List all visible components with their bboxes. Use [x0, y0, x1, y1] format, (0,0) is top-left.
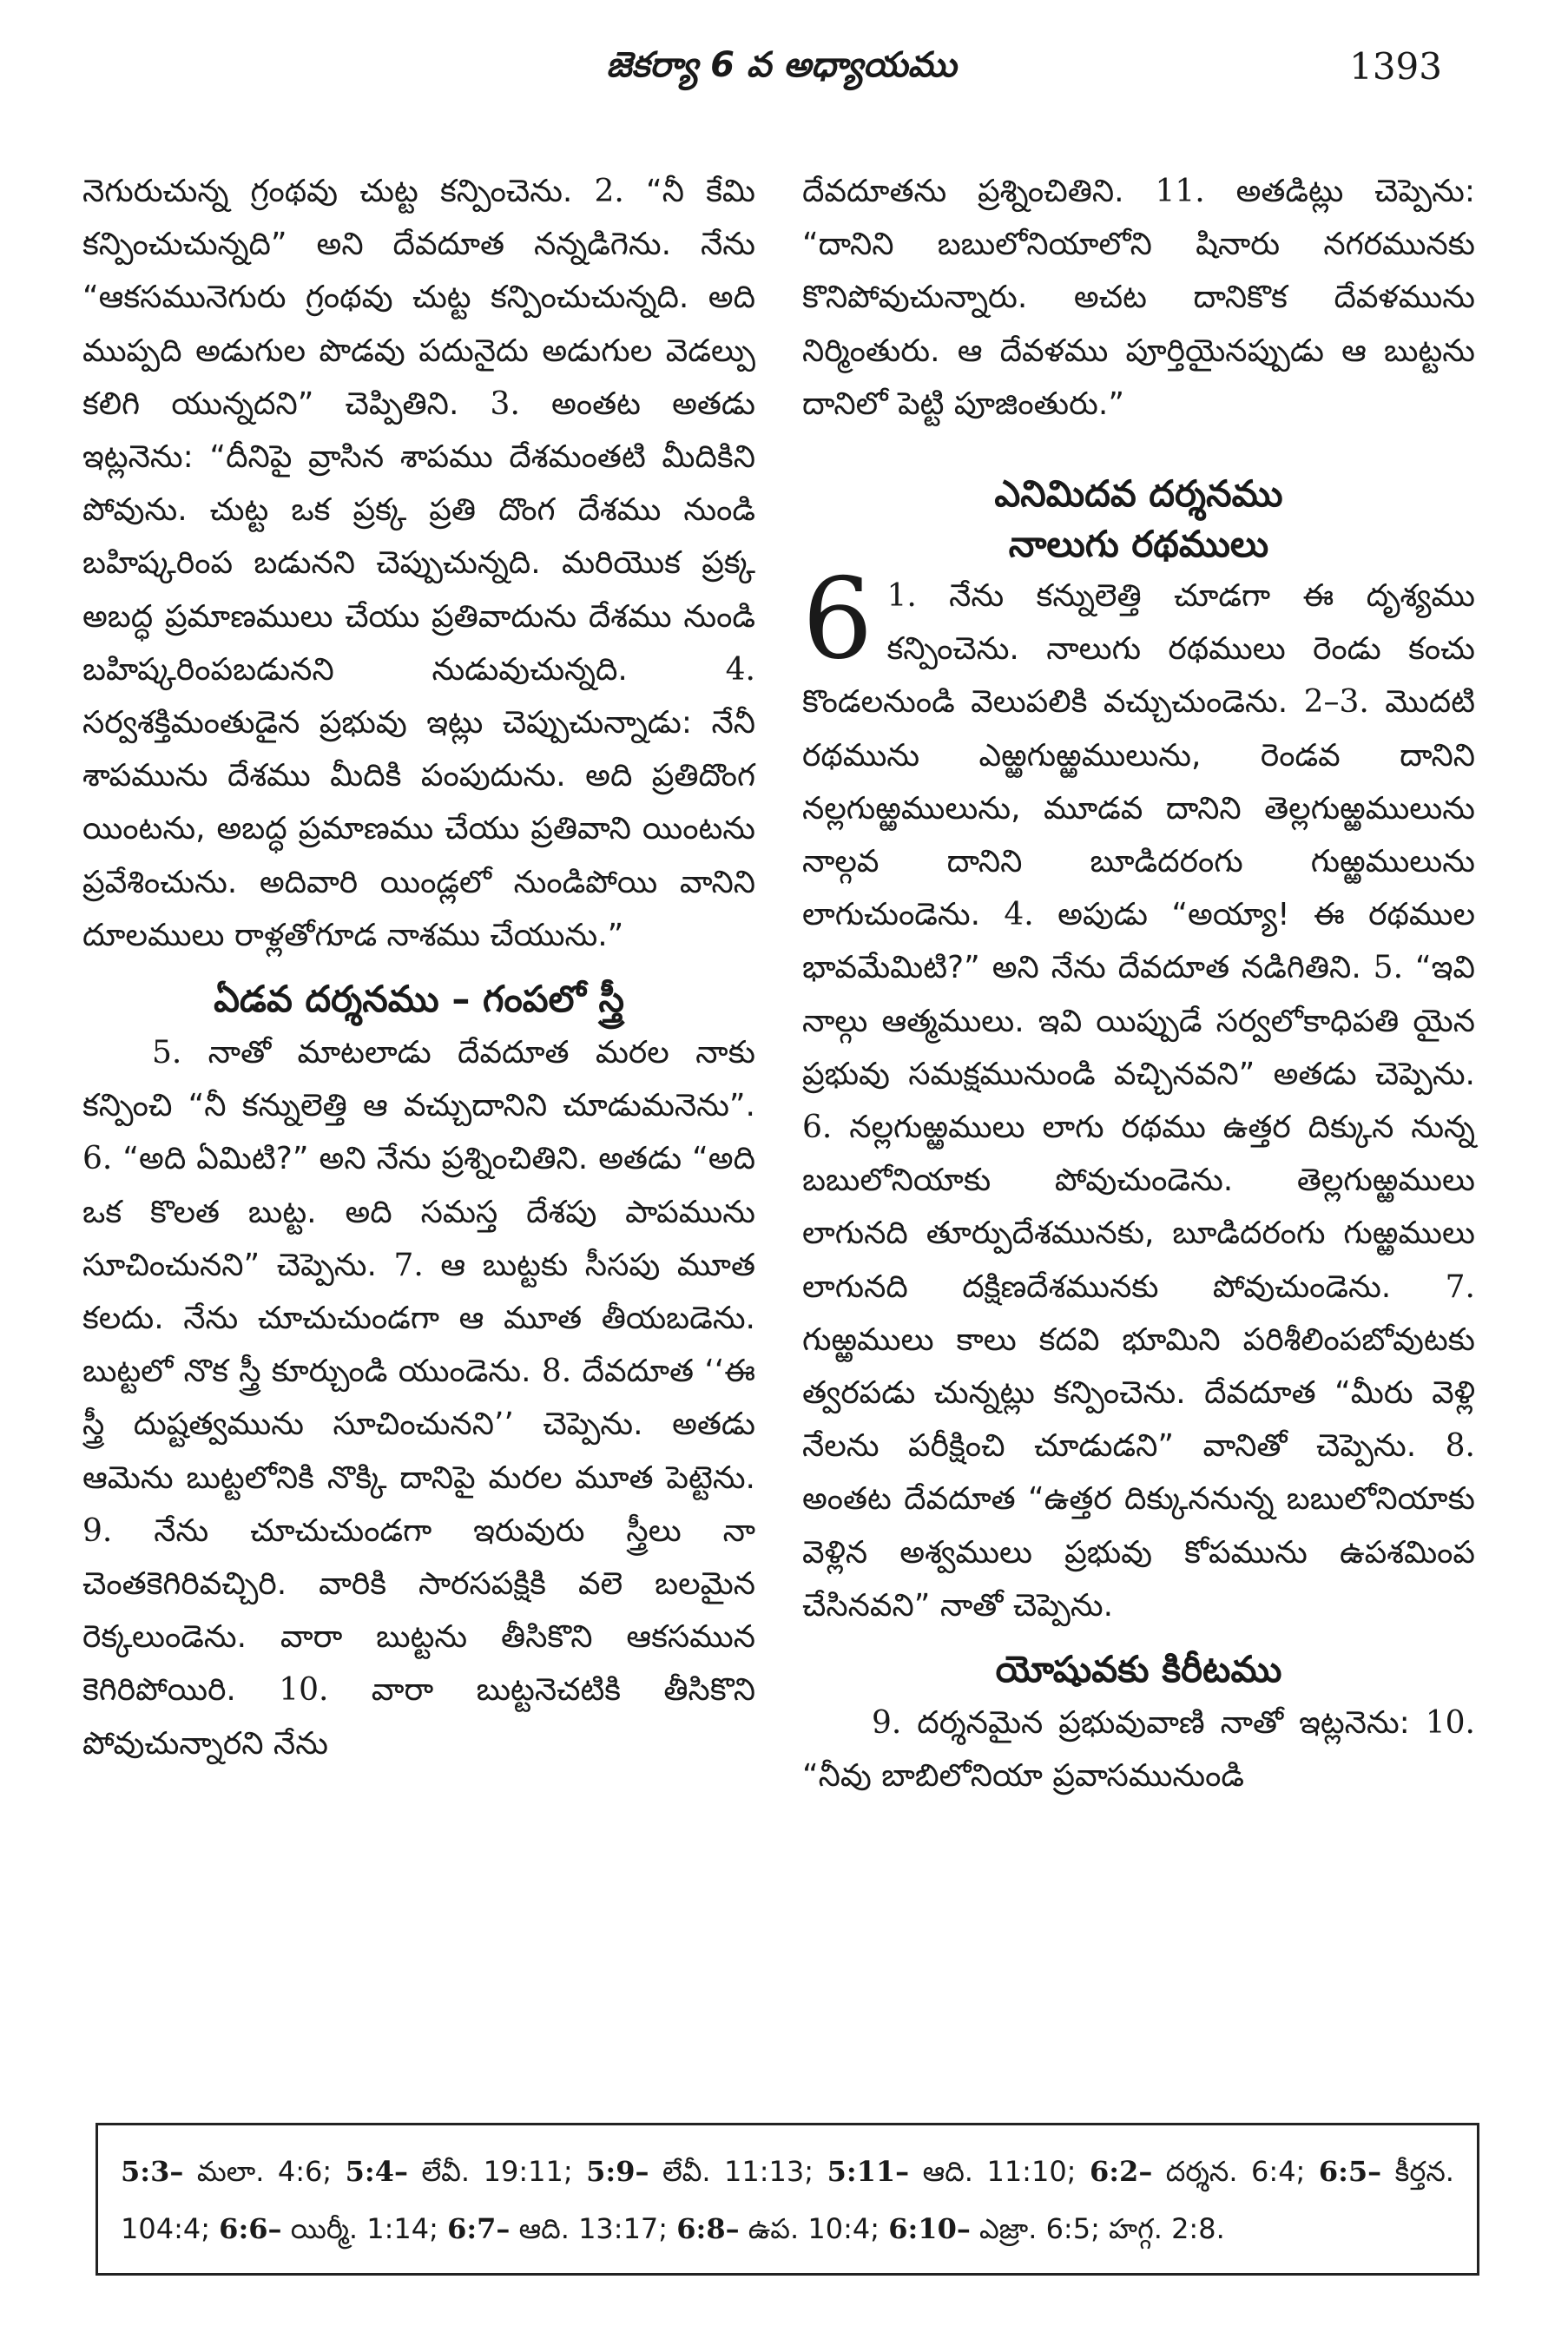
verse-number: 4. — [1004, 897, 1034, 933]
verse-number: 10. — [1425, 1705, 1475, 1742]
verse-text: “ఇవి నాల్గు ఆత్మములు. ఇవి యిప్పుడే సర్వలోకాధిపతి యైన ప్రభువు సమక్షమునుండి వచ్చినవని” అతడు చెప్పెను. — [802, 950, 1475, 1092]
paragraph — [82, 1026, 755, 1770]
verse-text: వారా బుట్టనెచటికి తీసికొని పోవుచున్నారని నేను — [82, 1672, 755, 1762]
ref-text: ఉప. 10:4; — [739, 2212, 889, 2245]
verse-text: ఆ బుట్టకు సీసపు మూత కలదు. నేను చూచుచుండగా ఆ మూత తీయబడెను. బుట్టలో నొక స్త్రీ కూర్చుండి యుండెను. — [82, 1247, 755, 1390]
cross-reference-box — [96, 2123, 1479, 2276]
section-heading: ఎనిమిదవ దర్శనము — [994, 472, 1283, 516]
verse-number: 10. — [279, 1672, 329, 1709]
verse-text: నెగురుచున్న గ్రంథవు చుట్ట కన్పించెను. — [82, 174, 595, 209]
section-heading: ఏడవ దర్శనము – గంపలో స్త్రీ — [214, 978, 624, 1021]
verse-text: నల్లగుఱ్ఱములు లాగు రథము ఉత్తర దిక్కున నున్న బబులోనియాకు పోవుచుండెను. తెల్లగుఱ్ఱములు లాగునది తూర్పుదేశమునకు, బూడిదరంగు గుఱ్ఱములు లాగునది దక్షిణదేశమునకు పోవుచుండెను. — [802, 1110, 1475, 1305]
verse-text: “నీ కేమి కన్పించుచున్నది” అని దేవదూత నన్నడిగెను. నేను “ఆకసమునెగురు గ్రంథవు చుట్ట కన్పించుచున్నది. అది ముప్పది అడుగుల పొడవు పదునైదు అడుగుల వెడల్పు కలిగి యున్నదని” చెప్పితిని. — [82, 174, 755, 422]
verse-number: 7. — [393, 1247, 424, 1283]
ref-key: 6:7– — [447, 2212, 511, 2245]
ref-text: యిర్మీ. 1:14; — [281, 2212, 448, 2245]
ref-key: 5:3– — [121, 2155, 184, 2188]
verse-text: నేను కన్నులెత్తి చూడగా ఈ దృశ్యము కన్పించెను. నాలుగు రథములు రెండు కంచు కొండలనుండి వెలుపలికి వచ్చుచుండెను. — [802, 578, 1475, 721]
page-header — [0, 45, 1568, 106]
verse-number: 4. — [725, 651, 755, 688]
verse-text: నాతో మాటలాడు దేవదూత మరల నాకు కన్పించి “నీ కన్నులెత్తి ఆ వచ్చుదానిని చూడుమనెను”. — [82, 1035, 755, 1124]
ref-key: 5:9– — [586, 2155, 649, 2188]
verse-number: 8. — [1445, 1428, 1475, 1465]
ref-text: ఆది. 13:17; — [510, 2212, 677, 2245]
verse-number: 5. — [152, 1035, 182, 1071]
paragraph — [802, 165, 1475, 431]
verse-text: దేవదూత ‘‘ఈ స్త్రీ దుష్టత్వమును సూచించునని’’ చెప్పెను. అతడు ఆమెను బుట్టలోనికి నొక్కి దానిపై మరల మూత పెట్టెను. — [82, 1354, 756, 1496]
verse-text: దర్శనమైన ప్రభువువాణి నాతో ఇట్లనెను: — [901, 1705, 1426, 1742]
ref-key: 5:11– — [827, 2155, 910, 2188]
verse-text: అంతట అతడు ఇట్లనెను: “దీనిపై వ్రాసిన శాపము దేశమంతటి మీదికిని పోవును. చుట్ట ఒక ప్రక్క ప్రతి దొంగ దేశము నుండి బహిష్కరింప బడునని చెప్పుచున్నది. మరియొక ప్రక్క అబద్ధ ప్రమాణములు చేయు ప్రతివాదును దేశము నుండి బహిష్కరింపబడునని నుడువుచున్నది. — [82, 385, 755, 688]
section-subheading: నాలుగు రథములు — [1008, 523, 1269, 566]
verse-text: అతడిట్లు చెప్పెను: “దానిని బబులోనియాలోని షినారు నగరమునకు కొనిపోవుచున్నారు. అచట దానికొక దేవళమును నిర్మింతురు. ఆ దేవళము పూర్తియైనప్పుడు ఆ బుట్టను దానిలో పెట్టి పూజింతురు.” — [802, 174, 1475, 422]
verse-number: 6. — [802, 1110, 833, 1146]
chapter-number: 6 — [802, 555, 873, 685]
section-heading: యోషువకు కిరీటము — [995, 1648, 1282, 1691]
ref-text: ఎజ్రా. 6:5; హగ్గ. 2:8. — [970, 2212, 1225, 2245]
paragraph — [802, 1696, 1475, 1802]
verse-text: సర్వశక్తిమంతుడైన ప్రభువు ఇట్లు చెప్పుచున్నాడు: నేనీ శాపమును దేశము మీదికి పంపుదును. అది ప్రతిదొంగ యింటను, అబద్ధ ప్రమాణము చేయు ప్రతివాని యింటను ప్రవేశించును. అదివారి యిండ్లలో నుండిపోయి వానిని దూలములు రాళ్లతోగూడ నాశము చేయును.” — [82, 705, 755, 953]
ref-key: 6:5– — [1318, 2155, 1382, 2188]
ref-text: కీర్తన. 104:4; — [121, 2155, 1454, 2245]
ref-text: మలా. 4:6; — [183, 2155, 346, 2188]
ref-text: ఆది. 11:10; — [909, 2155, 1090, 2188]
ref-key: 6:8– — [676, 2212, 740, 2245]
verse-text: అపుడు “అయ్యా! ఈ రథముల భావమేమిటి?” అని నేను దేవదూత నడిగితిని. — [802, 897, 1475, 986]
verse-text: దేవదూతను ప్రశ్నించితిని. — [802, 174, 1156, 209]
verse-number: 2–3. — [1303, 684, 1369, 721]
verse-text: మొదటి రథమును ఎఱ్ఱగుఱ్ఱములును, రెండవ దానిని నల్లగుఱ్ఱములును, మూడవ దానిని తెల్లగుఱ్ఱములును నాల్గవ దానిని బూడిదరంగు గుఱ్ఱములును లాగుచుండెను. — [802, 684, 1475, 933]
left-column — [82, 165, 755, 1770]
page-number: 1393 — [1349, 45, 1442, 88]
verse-number: 11. — [1155, 174, 1205, 209]
ref-key: 6:6– — [219, 2212, 282, 2245]
verse-text: నేను చూచుచుండగా ఇరువురు స్త్రీలు నా చెంతకెగిరివచ్చిరి. వారికి సారసపక్షికి వలె బలమైన రెక్కలుండెను. వారా బుట్టను తీసికొని ఆకసమున కెగిరిపోయిరి. — [82, 1512, 755, 1709]
verse-number: 7. — [1445, 1268, 1475, 1305]
verse-number: 1. — [886, 578, 917, 615]
verse-number: 9. — [82, 1512, 113, 1549]
verse-number: 2. — [594, 174, 624, 209]
verse-number: 9. — [872, 1705, 902, 1742]
ref-text: లేవీ. 19:11; — [408, 2155, 587, 2188]
ref-key: 5:4– — [345, 2155, 408, 2188]
ref-key: 6:2– — [1089, 2155, 1153, 2188]
paragraph — [802, 555, 1475, 1632]
paragraph — [82, 165, 755, 962]
verse-number: 5. — [1373, 950, 1404, 986]
ref-text: దర్శన. 6:4; — [1152, 2155, 1319, 2188]
verse-text: అంతట దేవదూత “ఉత్తర దిక్కుననున్న బబులోనియాకు వెళ్లిన అశ్వములు ప్రభువు కోపమును ఉపశమింప చేసినవని” నాతో చెప్పెను. — [802, 1481, 1475, 1624]
verse-number: 8. — [541, 1354, 572, 1390]
verse-number: 3. — [490, 385, 520, 422]
ref-key: 6:10– — [888, 2212, 971, 2245]
verse-text: గుఱ్ఱములు కాలు కదవి భూమిని పరిశీలింపబోవుటకు త్వరపడు చున్నట్లు కన్పించెను. దేవదూత “మీరు వెళ్లి నేలను పరీక్షించి చూడుడని” వానితో చెప్పెను. — [802, 1321, 1475, 1465]
right-column — [802, 165, 1475, 1802]
verse-text: “నీవు బాబిలోనియా ప్రవాసమునుండి — [802, 1758, 1244, 1795]
verse-text: “అది ఏమిటి?” అని నేను ప్రశ్నించితిని. అతడు “అది ఒక కొలత బుట్ట. అది సమస్త దేశపు పాపమును సూచించునని” చెప్పెను. — [82, 1141, 755, 1283]
running-title: జెకర్యా 6 వ అధ్యాయము — [606, 45, 957, 85]
verse-number: 6. — [82, 1141, 113, 1177]
ref-text: లేవీ. 11:13; — [649, 2155, 827, 2188]
